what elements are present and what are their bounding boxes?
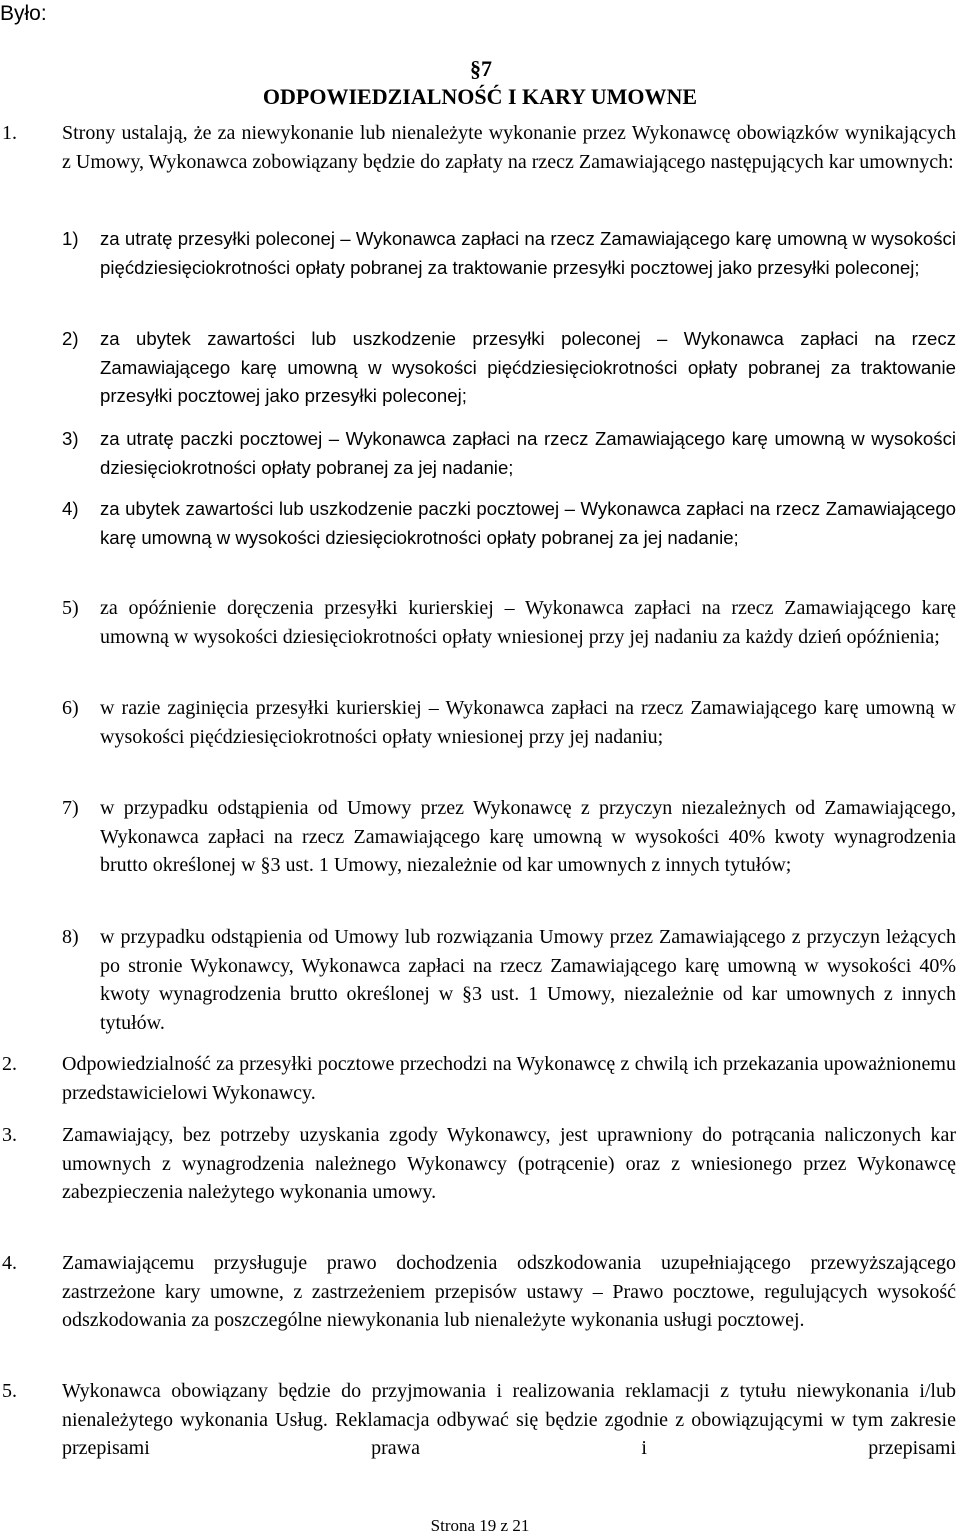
- paragraph-2-text: Odpowiedzialność za przesyłki pocztowe przechodzi na Wykonawcę z chwilą ich przekazania upoważnionemu przedstawicielowi Wykonawcy.: [62, 1053, 956, 1104]
- item-text: w przypadku odstąpienia od Umowy lub rozwiązania Umowy przez Zamawiającego z przyczyn leżących po stronie Wykonawcy, Wykonawca zapłaci na rzecz Zamawiającego karę umowną w wysokości 40% kwoty wynagrodzenia brutto określonej w §3 ust. 1 Umowy, niezależnie od kar umownych z innych tytułów.: [100, 926, 956, 1034]
- section-title: ODPOWIEDZIALNOŚĆ I KARY UMOWNE: [262, 84, 698, 109]
- item-number: 4): [62, 498, 79, 519]
- paragraph-3-text: Zamawiający, bez potrzeby uzyskania zgody Wykonawcy, jest uprawniony do potrącania naliczonych kar umownych z wynagrodzenia należnego Wykonawcy (potrącenie) oraz z wniesionego przez Wykonawcę zabezpieczenia należytego wykonania umowy.: [62, 1124, 956, 1203]
- item-text: w razie zaginięcia przesyłki kurierskiej – Wykonawca zapłaci na rzecz Zamawiającego karę umowną w wysokości pięćdziesięciokrotności opłaty wniesionej przy jej nadaniu;: [100, 697, 956, 748]
- item-text: za utratę przesyłki poleconej – Wykonawca zapłaci na rzecz Zamawiającego karę umowną w wysokości pięćdziesięciokrotności opłaty pobranej za traktowanie przesyłki pocztowej jako przesyłki poleconej;: [100, 228, 956, 278]
- item-number: 8): [62, 926, 79, 948]
- item-text: za ubytek zawartości lub uszkodzenie paczki pocztowej – Wykonawca zapłaci na rzecz Zamawiającego karę umowną w wysokości dziesięciokrotności opłaty pobranej za jej nadanie;: [100, 498, 956, 548]
- paragraph-4-text: Zamawiającemu przysługuje prawo dochodzenia odszkodowania uzupełniającego przewyższającego zastrzeżone kary umowne, z zastrzeżeniem przepisów ustawy – Prawo pocztowe, regulujących wysokość odszkodowania za poszczególne niewykonania lub nienależyte wykonania usługi pocztowej.: [62, 1252, 956, 1331]
- item-number: 1): [62, 228, 79, 249]
- paragraph-number: 5.: [2, 1380, 17, 1402]
- item-number: 7): [62, 797, 79, 819]
- item-number: 6): [62, 697, 79, 719]
- paragraph-number: 1.: [2, 122, 17, 144]
- paragraph-5-text: Wykonawca obowiązany będzie do przyjmowania i realizowania reklamacji z tytułu niewykonania i/lub nienależytego wykonania Usług. Reklamacja odbywać się będzie zgodnie z obowiązującymi w tym zakresie przepisami prawa i przepisami: [62, 1380, 956, 1459]
- item-text: za utratę paczki pocztowej – Wykonawca zapłaci na rzecz Zamawiającego karę umowną w wysokości dziesięciokrotności opłaty pobranej za jej nadanie;: [100, 428, 956, 478]
- paragraph-number: 3.: [2, 1124, 17, 1146]
- item-number: 2): [62, 328, 79, 349]
- paragraph-1-text: Strony ustalają, że za niewykonanie lub nienależyte wykonanie przez Wykonawcę obowiązków wynikających z Umowy, Wykonawca zobowiązany będzie do zapłaty na rzecz Zamawiającego następujących kar umownych:: [62, 122, 956, 173]
- item-text: w przypadku odstąpienia od Umowy przez Wykonawcę z przyczyn niezależnych od Zamawiającego, Wykonawca zapłaci na rzecz Zamawiającego karę umowną w wysokości 40% kwoty wynagrodzenia brutto określonej w §3 ust. 1 Umowy, niezależnie od kar umownych z innych tytułów;: [100, 797, 956, 876]
- item-text: za opóźnienie doręczenia przesyłki kurierskiej – Wykonawca zapłaci na rzecz Zamawiającego karę umowną w wysokości dziesięciokrotności opłaty wniesionej przy jej nadaniu za każdy dzień opóźnienia;: [100, 597, 956, 648]
- page-number: Strona 19 z 21: [430, 1516, 530, 1535]
- paragraph-number: 4.: [2, 1252, 17, 1274]
- item-text: za ubytek zawartości lub uszkodzenie przesyłki poleconej – Wykonawca zapłaci na rzecz Zamawiającego karę umowną w wysokości pięćdziesięciokrotności opłaty pobranej za traktowanie przesyłki pocztowej jako przesyłki poleconej;: [100, 328, 956, 406]
- item-number: 5): [62, 597, 79, 619]
- section-number: §7: [470, 56, 492, 81]
- paragraph-number: 2.: [2, 1053, 17, 1075]
- item-number: 3): [62, 428, 79, 449]
- was-label: Było:: [0, 2, 47, 25]
